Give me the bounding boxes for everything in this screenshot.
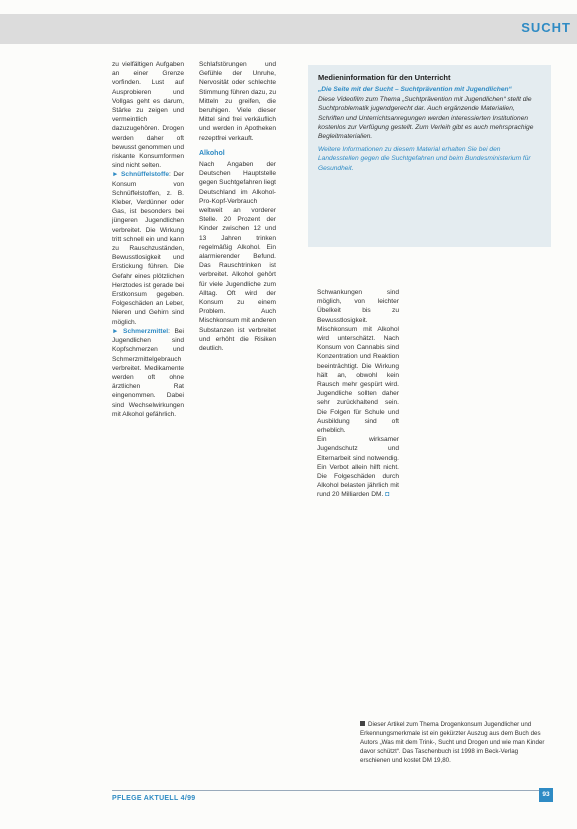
paragraph: Schlafstörungen und Gefühle der Unruhe, Nervosität oder schlechte Stimmung führen dazu, zu Mitteln zu greifen, die beruhigen. Viele dieser Mittel sind frei verkäuflich und werden in Apotheken rezeptfrei verkauft. (199, 61, 276, 142)
header-band (0, 14, 577, 44)
bullet-marker: ► (112, 171, 119, 179)
square-bullet-icon (360, 721, 365, 726)
text-column-1 (112, 60, 184, 419)
media-info-box (308, 65, 551, 247)
section-title: SUCHT (521, 20, 571, 35)
text-column-3 (317, 288, 399, 500)
infobox-title: „Die Seite mit der Sucht – Suchtprävention mit Jugendlichen“ (318, 86, 512, 94)
magazine-name: PFLEGE AKTUELL 4/99 (112, 795, 196, 802)
infobox-body: Diese Videofilm zum Thema „Suchtprävention mit Jugendlichen“ stellt die Suchtproblematik jugendgerecht dar. Auch ergänzende Materialien, Schriften und Unterrichtsanregungen werden interessierten Institutionen kostenlos zur Verfügung gestellt. Zum Verleih gibt es auch mehrsprachige Begleitmaterialien. (318, 95, 534, 141)
paragraph: ► Schmerzmittel: Bei Jugendlichen sind Kopfschmerzen und Schmerzmittelgebrauch verbreitet. Medikamente werden oft ohne ärztlichen Rat eingenommen. Dabei sind Wechselwirkungen mit Alkohol gefährlich. (112, 327, 184, 418)
paragraph-text: Bei Jugendlichen sind Kopfschmerzen und Schmerzmittelgebrauch verbreitet. Medikamente werden oft ohne ärztlichen Rat eingenommen. Dabei sind Wechselwirkungen mit Alkohol gefährlich. (112, 327, 184, 418)
subheading: Alkohol (199, 149, 225, 157)
paragraph: Nach Angaben der Deutschen Hauptstelle gegen Suchtgefahren liegt Deutschland im Alkohol-Pro-Kopf-Verbrauch weltweit an vorderer Stelle. 20 Prozent der Kinder zwischen 12 und 13 Jahren trinken regelmäßig Alkohol. Ein alarmierender Befund. Das Rauschtrinken ist verbreitet. Alkohol gehört für viele Jugendliche zum Alltag. Oft wird der Konsum zu einem Problem. Auch Mischkonsum mit anderen Substanzen ist verbreitet und erhöht die Risiken deutlich. (199, 161, 276, 353)
end-mark-icon: ◘ (385, 491, 390, 499)
paragraph (317, 435, 399, 499)
page-number: 93 (539, 788, 553, 802)
paragraph: ► Schnüffelstoffe: Der Konsum von Schnüffelstoffen, z. B. Kleber, Verdünner oder Gas, ist besonders bei jüngeren Jugendlichen verbreitet. Die Wirkung tritt schnell ein und kann zu Rauschzuständen, Bewusstlosigkeit und Erstickung führen. Die Gefahr eines plötzlichen Herztodes ist gerade bei Erstkonsum gegeben. Folgeschäden an Leber, Nieren und Gehirn sind möglich. (112, 171, 184, 326)
paragraph-text: Ein wirksamer Jugendschutz und Elternarbeit sind notwendig. Ein Verbot allein hilft nicht. Die Folgeschäden durch Alkohol belasten jährlich mit rund 20 Milliarden DM. (317, 436, 399, 499)
infobox-heading: Medieninformation für den Unterricht (318, 73, 451, 82)
paragraph-lead: Schnüffelstoffe (121, 171, 170, 179)
paragraph-lead: Schmerzmittel (123, 327, 169, 335)
footer-rule (112, 790, 552, 791)
author-footnote (360, 720, 550, 765)
paragraph-text: Der Konsum von Schnüffelstoffen, z. B. Kleber, Verdünner oder Gas, ist besonders bei jüngeren Jugendlichen verbreitet. Die Wirkung tritt schnell ein und kann zu Rauschzuständen, Bewusstlosigkeit und Erstickung führen. Die Gefahr eines plötzlichen Herztodes ist gerade bei Erstkonsum gegeben. Folgeschäden an Leber, Nieren und Gehirn sind möglich. (112, 171, 184, 326)
infobox-note: Weitere Informationen zu diesem Material erhalten Sie bei den Landesstellen gegen die Suchtgefahren und beim Bundesministerium für Gesundheit. (318, 145, 531, 172)
bullet-marker: ► (112, 327, 119, 335)
text-column-2 (199, 60, 276, 353)
paragraph: zu vielfältigen Aufgaben an einer Grenze vorfinden. Lust auf Ausprobieren und Vollgas geht es darum, Stärke zu zeigen und vermeintlich dazuzugehören. Drogen werden daher oft bewusst genommen und riskante Konsumformen sind nicht selten. (112, 61, 184, 170)
footnote-text: Dieser Artikel zum Thema Drogenkonsum Jugendlicher und Erkennungsmerkmale ist ein gekürzter Auszug aus dem Buch des Autors „Was mit dem Trink-, Sucht und Drogen und wie man Kinder davor schützt“. Das Taschenbuch ist 1998 im Beck-Verlag erschienen und kostet DM 19,80. (360, 721, 545, 764)
paragraph: Schwankungen sind möglich, von leichter Übelkeit bis zu Bewusstlosigkeit. Mischkonsum mit Alkohol wird unterschätzt. Nach Konsum von Cannabis sind Konzentration und Reaktion beeinträchtigt. Die Wirkung hält an, obwohl kein Rausch mehr gespürt wird. Jugendliche sollten daher sehr zurückhaltend sein. Die Folgen für Schule und Ausbildung sind oft erheblich. (317, 289, 399, 435)
